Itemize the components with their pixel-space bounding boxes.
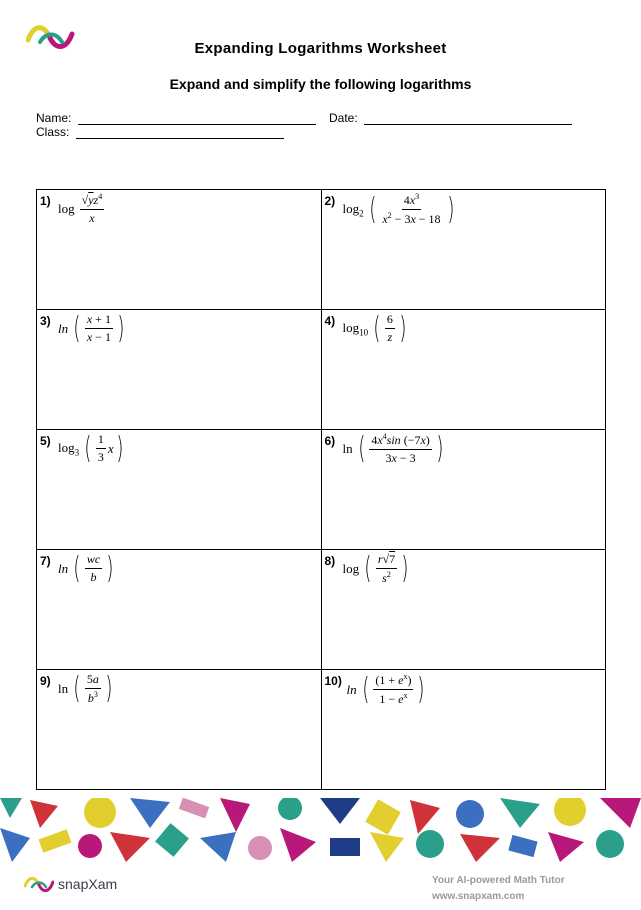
problem-expression: log ( $\frac{r√7}{s^2}$ ) [342, 551, 409, 586]
brand-name: snapXam [58, 876, 118, 892]
problem-number: 4) [324, 314, 336, 328]
problem-cell[interactable] [321, 550, 606, 670]
name-field[interactable] [36, 111, 316, 125]
problem-number: 5) [40, 434, 51, 448]
class-field[interactable] [36, 125, 284, 139]
name-label: Name: [36, 111, 72, 125]
problem-cell[interactable] [37, 430, 322, 550]
footer-tagline: Your AI-powered Math Tutor [432, 875, 565, 886]
problem-expression: $\log_2$ ( $\frac{4x^3}{x^2 - 3x - 18}$ ) [342, 191, 454, 227]
problem-cell[interactable] [37, 310, 322, 430]
problem-cell[interactable] [321, 190, 606, 310]
problem-expression: log $\frac{√yz^4}{x}$ [58, 192, 103, 225]
problem-expression: ln ( $\frac{x + 1}{x - 1}$ ) [58, 310, 125, 346]
problem-cell[interactable] [37, 550, 322, 670]
class-label: Class: [36, 125, 70, 139]
problem-expression: $\log_{10}$ ( $\frac{6}{z}$ ) [342, 310, 407, 346]
decorative-shapes-banner [0, 798, 641, 862]
problem-grid [36, 189, 606, 790]
problem-number: 3) [40, 314, 51, 328]
date-line [364, 113, 572, 125]
snapxam-footer-logo-icon [24, 874, 54, 894]
problem-cell[interactable] [37, 670, 322, 790]
problem-cell[interactable] [321, 430, 606, 550]
problem-number: 7) [40, 554, 51, 568]
problem-expression: $\log_3$ ( $\frac{1}{3}$ x ) [58, 430, 123, 466]
problem-number: 2) [324, 194, 336, 208]
problem-expression: ln ( $\frac{wc}{b}$ ) [58, 550, 114, 586]
worksheet-subtitle: Expand and simplify the following logarithms [169, 76, 472, 92]
problem-cell[interactable] [321, 310, 606, 430]
problem-number: 6) [324, 434, 336, 448]
problem-cell[interactable] [37, 190, 322, 310]
problem-expression: ln ( $\frac{(1 + e^x)}{1 - e^x}$ ) [346, 671, 425, 707]
problem-expression: ln ( $\frac{5a}{b^3}$ ) [58, 671, 113, 706]
problem-number: 8) [324, 554, 336, 568]
problem-cell[interactable] [321, 670, 606, 790]
problem-number: 10) [324, 674, 342, 688]
problem-number: 9) [40, 674, 51, 688]
date-field[interactable] [329, 111, 572, 125]
class-line [76, 127, 284, 139]
footer-url[interactable]: www.snapxam.com [432, 891, 525, 902]
worksheet-title: Expanding Logarithms Worksheet [194, 40, 447, 57]
date-label: Date: [329, 111, 358, 125]
problem-number: 1) [40, 194, 51, 208]
problem-expression: ln ( $\frac{4x^4\sin (-7x)}{3x - 3}$ ) [342, 431, 444, 466]
name-line [78, 113, 316, 125]
